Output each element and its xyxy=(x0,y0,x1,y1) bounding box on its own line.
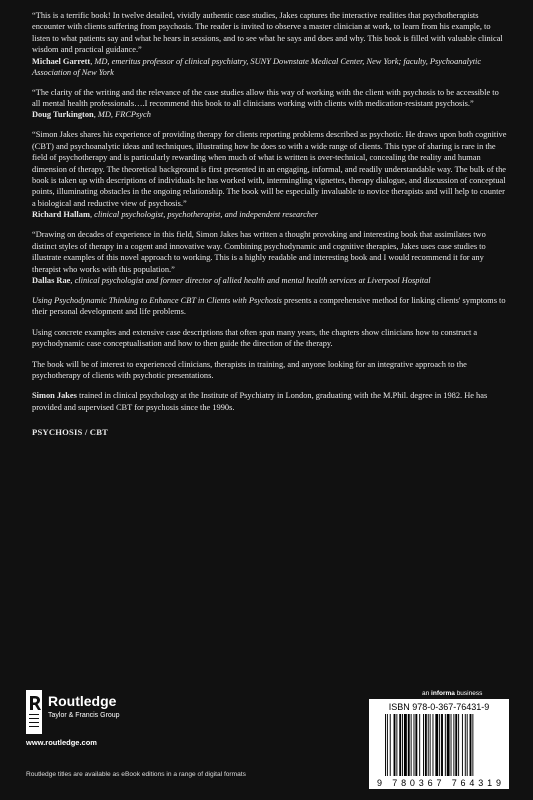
publisher-name: Routledge xyxy=(48,693,117,709)
barcode-bar xyxy=(414,714,415,776)
barcode-bar xyxy=(428,714,429,776)
barcode-bar xyxy=(415,714,417,776)
endorsement-attribution xyxy=(32,209,508,220)
endorsement-2 xyxy=(32,87,508,121)
endorsement-attribution xyxy=(32,109,508,120)
informa-brand: informa xyxy=(431,690,455,697)
publisher-logo xyxy=(26,690,206,750)
endorsement-text: “Simon Jakes shares his experience of providing therapy for clients reporting problems described as psychotic. He draws upon both cognitive (CBT) and psychoanalytic ideas and techniques, illustrating how he does so with a wide range of clients. This type of sharing is rare in the field of psychotherapy and is particularly rewarding when much of what is written is over-technical, concealing the reality and human dimension of therapy. The theoretical background is first presented in an engaging, informal, and readily understandable way. The bulk of the book is taken up with descriptions of individuals he has worked with, intermingling vignettes, therapy dialogue, and discussion of conceptual points, illuminating obstacles in the ongoing relationship. The book will be especially invaluable to novice therapists and will help to counter a biological and reductive view of psychosis.” xyxy=(32,130,507,208)
book-description-2: Using concrete examples and extensive case descriptions that often span many years, the chapters show clinicians how to construct a psychodynamic case conceptualisation and how to then guide the direction of the therapy. xyxy=(32,327,478,349)
informa-suffix: business xyxy=(454,690,483,697)
barcode-bar xyxy=(465,714,466,776)
endorser-name: Michael Garrett xyxy=(32,56,91,66)
endorsement-attribution xyxy=(32,275,508,286)
barcode-bar xyxy=(385,714,386,776)
publisher-group: Taylor & Francis Group xyxy=(48,712,120,719)
description-text: presents a comprehensive method for linking clients' symptoms to their personal development and life problems. xyxy=(32,295,506,317)
publisher-url[interactable]: www.routledge.com xyxy=(26,738,97,747)
barcode-bar xyxy=(453,714,454,776)
book-description-3: The book will be of interest to experienced clinicians, therapists in training, and anyone looking for an integrative approach to the psychotherapy of clients with psychotic presentations. xyxy=(32,359,467,380)
barcode-bar xyxy=(458,714,459,776)
barcode-bar xyxy=(387,714,388,776)
barcode-bar xyxy=(470,714,472,776)
barcode-bar xyxy=(408,714,410,776)
endorsement-4 xyxy=(32,229,508,286)
barcode-bars xyxy=(385,714,473,776)
informa-prefix: an xyxy=(422,690,432,697)
endorsement-text: “This is a terrific book! In twelve detailed, vividly authentic case studies, Jakes captures the interactive realities that psychotherapists encounter with clients suffering from psychosis. The reader is invited to observe a master clinician at work, to learn from his example, to listen to what patients say and what he hears in sessions, and to see what he says and does and why. This book is filled with valuable clinical wisdom and practical guidance.” xyxy=(32,11,503,55)
endorsement-text: “Drawing on decades of experience in this field, Simon Jakes has written a thought provoking and interesting book that assimilates two distinct styles of therapy in a cogent and innovative way. Combining psychodynamic and cognitive therapies, Jakes uses case studies to illustrate examples of this novel approach to working. This is a highly readable and interesting book and I would recommend it for any therapist who works with this population.” xyxy=(32,230,486,274)
book-description-1 xyxy=(32,295,508,318)
endorsement-text: “The clarity of the writing and the relevance of the case studies allow this way of working with the client with psychosis to be accessible to all mental health professionals….I recommend this book to all clinicians working with clients with medication-resistant psychosis.” xyxy=(32,87,499,109)
barcode-bar xyxy=(423,714,424,776)
barcode-bar xyxy=(451,714,452,776)
endorser-role: , MD, FRCPsych xyxy=(93,110,151,120)
endorser-name: Dallas Rae xyxy=(32,275,71,285)
barcode-bar xyxy=(390,714,391,776)
barcode-bar xyxy=(411,714,412,776)
endorsement-attribution xyxy=(32,56,508,78)
barcode-bar xyxy=(425,714,427,776)
book-title: Using Psychodynamic Thinking to Enhance CBT in Clients with Psychosis xyxy=(32,295,282,305)
barcode-bar xyxy=(447,714,450,776)
barcode-digits: 9 780367 764319 xyxy=(377,778,501,788)
barcode-bar xyxy=(472,714,473,776)
routledge-logo-icon xyxy=(26,690,42,734)
endorser-role: , clinical psychologist, psychotherapist, and independent researcher xyxy=(89,210,318,220)
barcode-bar xyxy=(419,714,420,776)
barcode-bar xyxy=(433,714,434,776)
barcode-bar xyxy=(439,714,440,776)
barcode-bar xyxy=(399,714,401,776)
barcode-bar xyxy=(404,714,407,776)
subject-category: PSYCHOSIS / CBT xyxy=(32,427,109,438)
barcode-bar xyxy=(430,714,431,776)
informa-business-tag xyxy=(422,690,482,697)
barcode-graphic xyxy=(377,714,501,788)
cover-text-column xyxy=(32,10,508,437)
author-name: Simon Jakes xyxy=(32,391,77,401)
endorser-role: , MD, emeritus professor of clinical psychiatry, SUNY Downstate Medical Center, New York; faculty, Psychoanalytic Association of New York xyxy=(32,56,482,77)
barcode-bar xyxy=(455,714,457,776)
isbn-barcode xyxy=(369,699,509,789)
barcode-bar xyxy=(396,714,397,776)
barcode-bar xyxy=(467,714,468,776)
endorser-name: Doug Turkington xyxy=(32,110,94,120)
isbn-number: ISBN 978-0-367-76431-9 xyxy=(388,702,490,712)
author-bio xyxy=(32,390,508,413)
endorser-role: , clinical psychologist and former director of allied health and mental health services at Liverpool Hospital xyxy=(70,275,431,285)
barcode-bar xyxy=(441,714,443,776)
barcode-bar xyxy=(402,714,403,776)
author-bio-text: trained in clinical psychology at the Institute of Psychiatry in London, graduating with the M.Phil. degree in 1982. He has provided and supervised CBT for psychosis since the 1990s. xyxy=(32,391,488,412)
ebook-availability-note: Routledge titles are available as eBook editions in a range of digital formats xyxy=(26,771,246,778)
barcode-bar xyxy=(462,714,463,776)
barcode-bar xyxy=(394,714,396,776)
barcode-bar xyxy=(445,714,446,776)
endorsement-1 xyxy=(32,10,508,78)
barcode-bar xyxy=(435,714,438,776)
endorsement-3 xyxy=(32,129,508,220)
endorser-name: Richard Hallam xyxy=(32,210,90,220)
